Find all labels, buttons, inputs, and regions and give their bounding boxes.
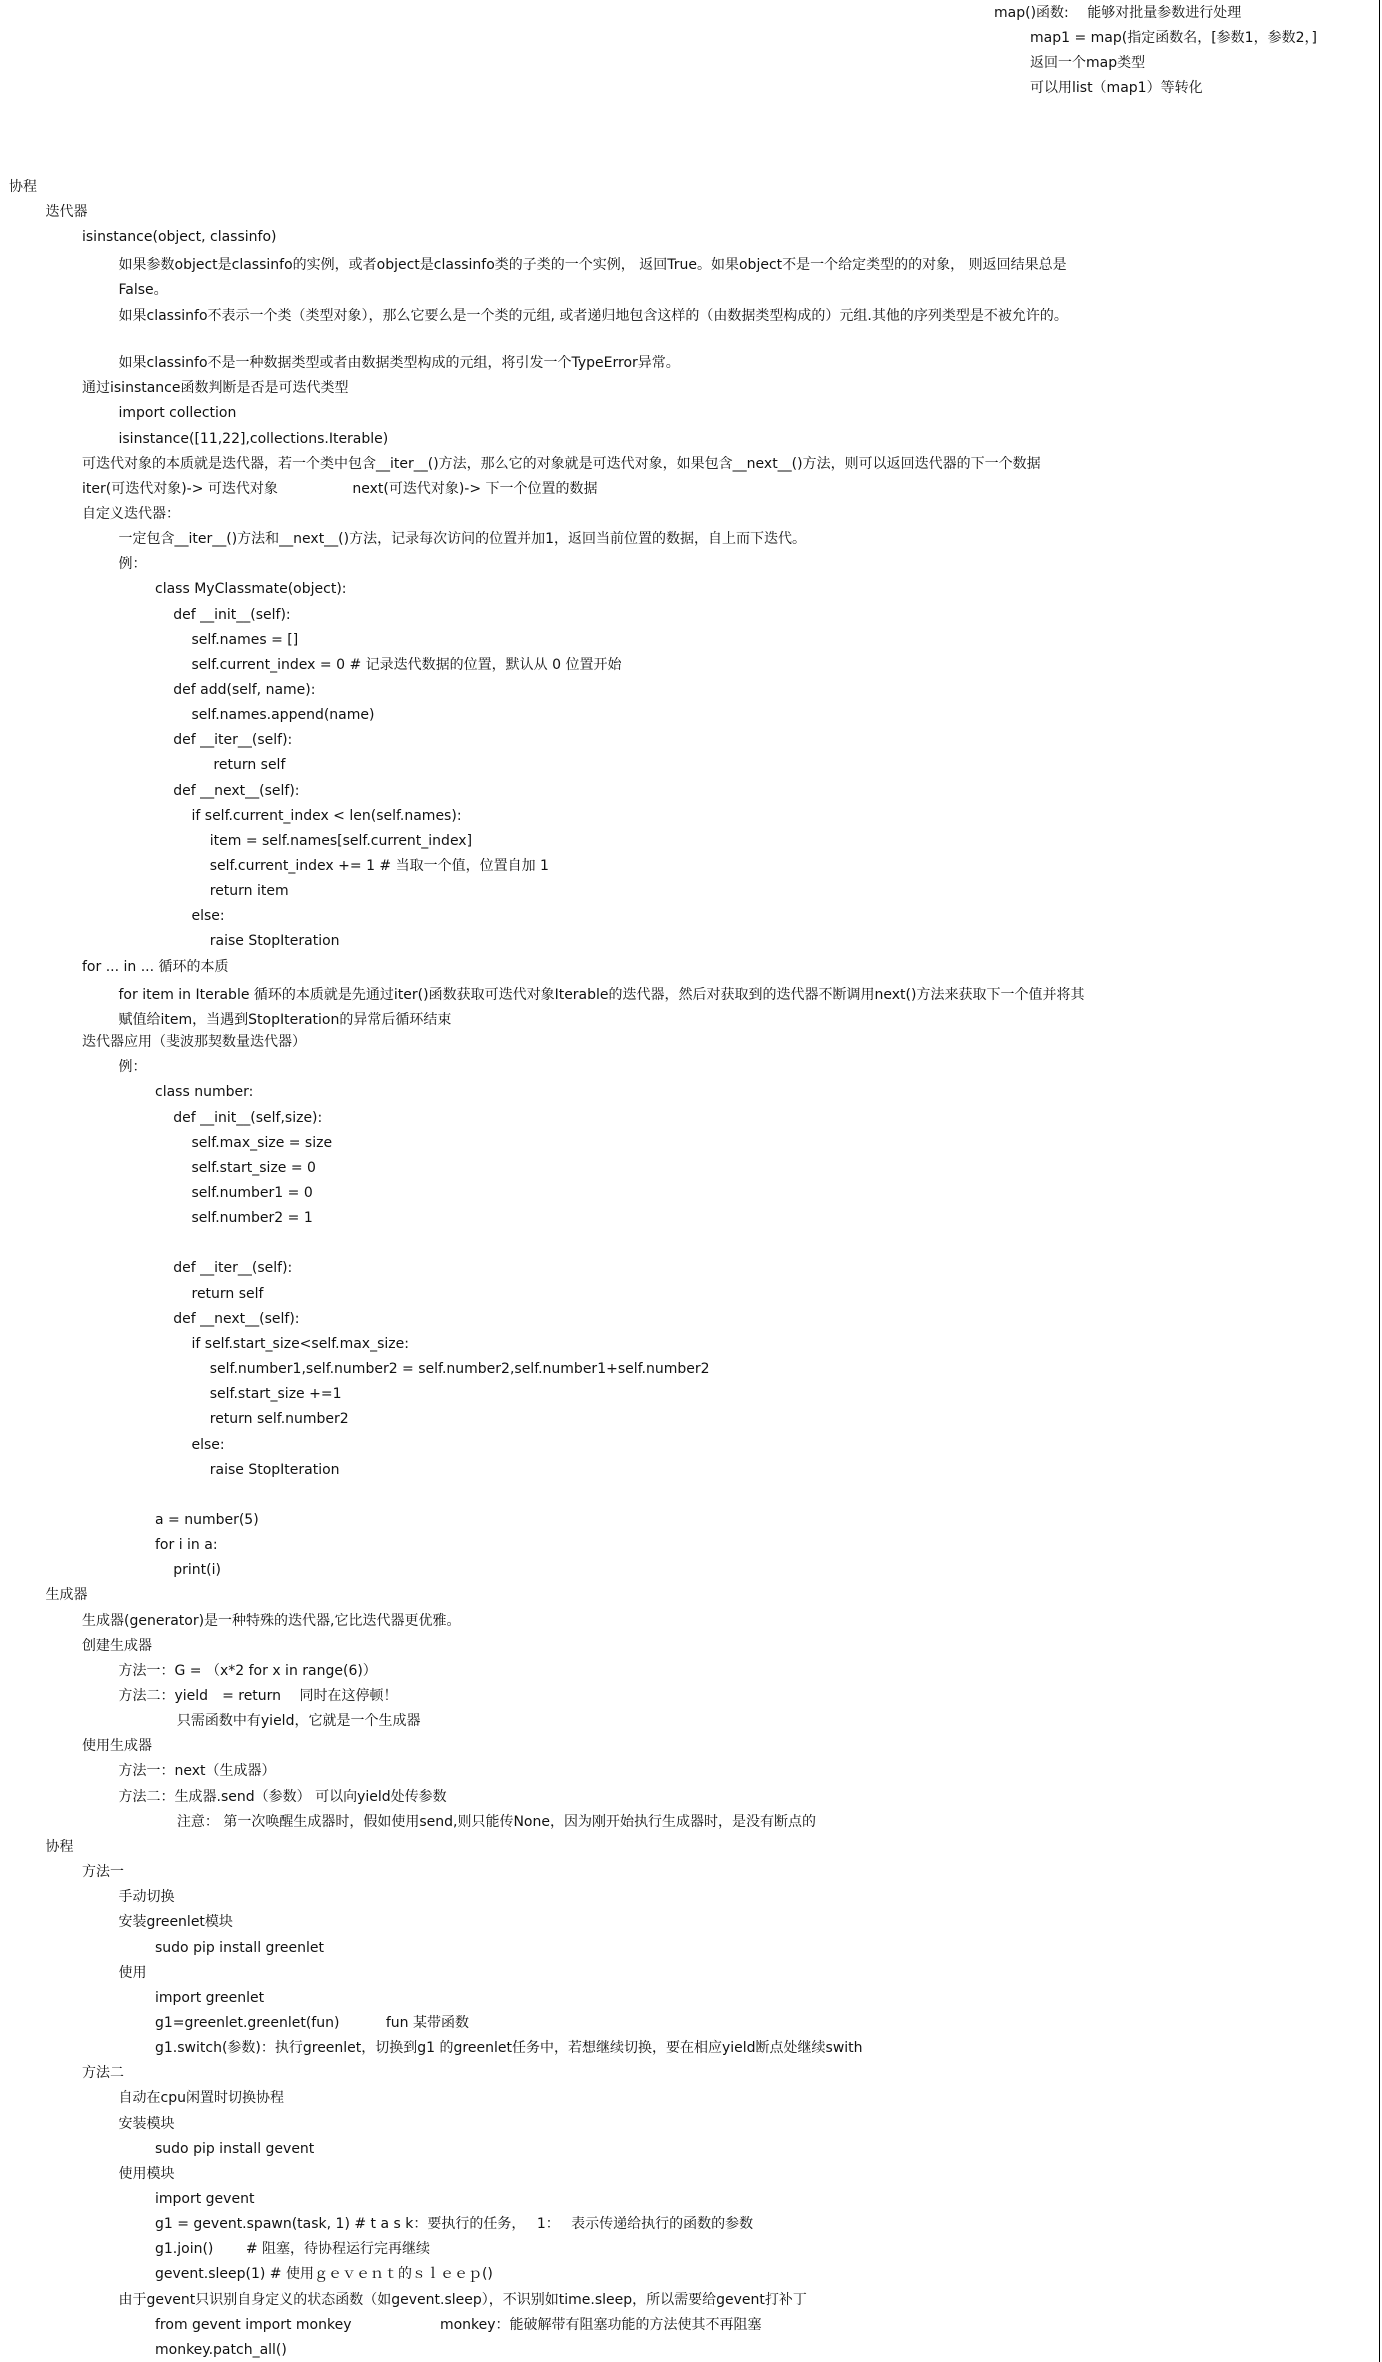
outline-line: self.number1,self.number2 = self.number2,self.number1+self.number2 xyxy=(209,1361,710,1377)
outline-line: 生成器 xyxy=(45,1587,88,1603)
outline-line: def __iter__(self): xyxy=(173,1260,293,1276)
outline-line: g1.switch(参数)：执行greenlet，切换到g1 的greenlet任务中，若想继续切换，要在相应yield断点处继续swith xyxy=(155,2040,863,2056)
outline-line: for i in a: xyxy=(155,1537,218,1553)
map-note-line: map1 = map(指定函数名，[参数1，参数2，] xyxy=(1030,30,1317,46)
outline-line: self.current_index += 1 # 当取一个值，位置自加 1 xyxy=(209,858,549,874)
outline-line: from gevent import monkey monkey：能破解带有阻塞功能的方法使其不再阻塞 xyxy=(155,2317,762,2333)
outline-line: monkey.patch_all() xyxy=(155,2342,287,2358)
outline-line: sudo pip install gevent xyxy=(155,2141,315,2157)
outline-line: raise StopIteration xyxy=(209,933,340,949)
outline-line: 迭代器 xyxy=(45,204,88,220)
outline-line: self.number2 = 1 xyxy=(191,1210,313,1226)
outline-line: else: xyxy=(191,908,225,924)
outline-line: 如果classinfo不表示一个类（类型对象），那么它要么是一个类的元组, 或者递归地包含这样的（由数据类型构成的）元组.其他的序列类型是不被允许的。 xyxy=(118,308,1068,324)
outline-line: 方法一 xyxy=(82,1864,124,1880)
map-note-line: 可以用list（map1）等转化 xyxy=(1030,80,1203,96)
outline-line: g1 = gevent.spawn(task, 1) # t a s k：要执行的任务， 1： 表示传递给执行的函数的参数 xyxy=(155,2216,754,2232)
map-note-line: 返回一个map类型 xyxy=(1030,55,1146,71)
outline-line: self.start_size +=1 xyxy=(209,1386,342,1402)
outline-line: 手动切换 xyxy=(118,1889,175,1905)
outline-line: def __next__(self): xyxy=(173,783,300,799)
outline-line: self.current_index = 0 # 记录迭代数据的位置，默认从 0 位置开始 xyxy=(191,657,622,673)
outline-line: isinstance([11,22],collections.Iterable) xyxy=(118,431,389,447)
outline-line: for ... in ... 循环的本质 xyxy=(82,959,229,975)
outline-line: self.number1 = 0 xyxy=(191,1185,313,1201)
outline-line: def __init__(self,size): xyxy=(173,1110,323,1126)
map-note xyxy=(0,0,1382,110)
outline-line: import gevent xyxy=(155,2191,255,2207)
outline-line: 使用 xyxy=(118,1965,147,1981)
outline-line: def __init__(self): xyxy=(173,607,291,623)
outline-line: import collection xyxy=(118,405,237,421)
outline-line: class number: xyxy=(155,1084,254,1100)
outline-line: 通过isinstance函数判断是否是可迭代类型 xyxy=(82,380,349,396)
outline-line: self.names.append(name) xyxy=(191,707,375,723)
outline-line: def add(self, name): xyxy=(173,682,316,698)
outline-line: if self.current_index < len(self.names): xyxy=(191,808,462,824)
outline-line: if self.start_size<self.max_size: xyxy=(191,1336,409,1352)
outline-line: item = self.names[self.current_index] xyxy=(209,833,473,849)
outline-line: print(i) xyxy=(173,1562,221,1578)
outline-line: sudo pip install greenlet xyxy=(155,1940,324,1956)
outline-line: g1=greenlet.greenlet(fun) fun 某带函数 xyxy=(155,2015,470,2031)
outline-line: return self xyxy=(191,1286,264,1302)
outline-line: 如果classinfo不是一种数据类型或者由数据类型构成的元组，将引发一个TypeError异常。 xyxy=(118,355,680,371)
outline-line: isinstance(object, classinfo) xyxy=(82,229,277,245)
outline-line: 例： xyxy=(118,1059,147,1075)
outline-line: 迭代器应用（斐波那契数量迭代器） xyxy=(82,1034,306,1050)
outline-line: 协程 xyxy=(45,1839,74,1855)
outline-line: else: xyxy=(191,1437,225,1453)
outline-line: 安装模块 xyxy=(118,2116,175,2132)
outline-line: 自定义迭代器： xyxy=(82,506,180,522)
outline-line: 方法一：G = （x*2 for x in range(6)） xyxy=(118,1663,377,1679)
outline-line: 一定包含__iter__()方法和__next__()方法，记录每次访问的位置并加1，返回当前位置的数据，自上而下迭代。 xyxy=(118,531,807,547)
outline-line: raise StopIteration xyxy=(209,1462,340,1478)
outline-line: 只需函数中有yield，它就是一个生成器 xyxy=(176,1713,421,1729)
outline-line: 方法二：yield = return 同时在这停顿！ xyxy=(118,1688,398,1704)
outline-line: 方法二 xyxy=(82,2065,124,2081)
outline-line: 方法一：next（生成器） xyxy=(118,1763,276,1779)
outline-line: gevent.sleep(1) # 使用ｇｅｖｅｎｔ的ｓｌｅｅｐ() xyxy=(155,2266,493,2282)
outline-line: 使用生成器 xyxy=(82,1738,152,1754)
outline-line: 方法二：生成器.send（参数） 可以向yield处传参数 xyxy=(118,1789,447,1805)
outline-line: 如果参数object是classinfo的实例，或者object是classinfo类的子类的一个实例， 返回True。如果object不是一个给定类型的的对象， 则返回结果总是False。 xyxy=(118,257,1067,299)
outline-line: def __next__(self): xyxy=(173,1311,300,1327)
page-right-border xyxy=(1379,0,1380,2362)
outline-line: iter(可迭代对象)-> 可迭代对象 next(可迭代对象)-> 下一个位置的数据 xyxy=(82,481,598,497)
outline-line: class MyClassmate(object): xyxy=(155,581,347,597)
outline-line: 创建生成器 xyxy=(82,1638,152,1654)
outline-line: 使用模块 xyxy=(118,2166,175,2182)
outline-line: 生成器(generator)是一种特殊的迭代器,它比迭代器更优雅。 xyxy=(82,1613,461,1629)
outline-line: a = number(5) xyxy=(155,1512,259,1528)
outline-line: self.names = [] xyxy=(191,632,299,648)
outline-line: self.max_size = size xyxy=(191,1135,333,1151)
map-note-title: map()函数: 能够对批量参数进行处理 xyxy=(994,5,1242,21)
outline-line: 自动在cpu闲置时切换协程 xyxy=(118,2090,284,2106)
outline-line: 可迭代对象的本质就是迭代器，若一个类中包含__iter__()方法，那么它的对象就是可迭代对象，如果包含__next__()方法，则可以返回迭代器的下一个数据 xyxy=(82,456,1041,472)
outline-line: 安装greenlet模块 xyxy=(118,1914,233,1930)
outline-line: 注意： 第一次唤醒生成器时，假如使用send,则只能传None，因为刚开始执行生成器时，是没有断点的 xyxy=(176,1814,816,1830)
outline-line: for item in Iterable 循环的本质就是先通过iter()函数获取可迭代对象Iterable的迭代器，然后对获取到的迭代器不断调用next()方法来获取下一个值并将其赋值给item，当遇到StopIteration的异常后循环结束 xyxy=(118,987,1085,1029)
outline-line: def __iter__(self): xyxy=(173,732,293,748)
outline-line: 例： xyxy=(118,556,147,572)
outline-line: return self xyxy=(213,757,286,773)
outline-line: import greenlet xyxy=(155,1990,265,2006)
outline-line: return self.number2 xyxy=(209,1411,349,1427)
outline-line: 协程 xyxy=(9,179,37,195)
outline-line: 由于gevent只识别自身定义的状态函数（如gevent.sleep），不识别如time.sleep，所以需要给gevent打补丁 xyxy=(118,2292,807,2308)
outline-line: self.start_size = 0 xyxy=(191,1160,316,1176)
outline-line: g1.join() # 阻塞，待协程运行完再继续 xyxy=(155,2241,431,2257)
outline-line: return item xyxy=(209,883,289,899)
